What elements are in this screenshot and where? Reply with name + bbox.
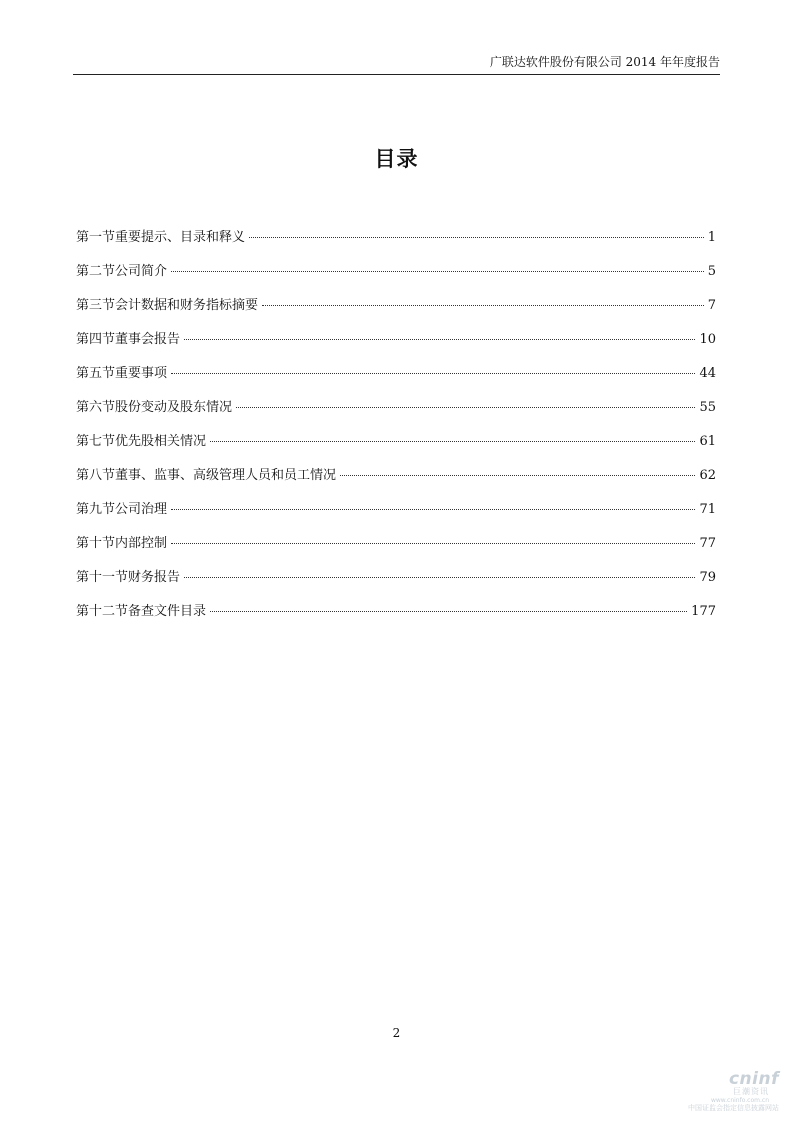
- toc-item-label: 第十节内部控制: [76, 536, 168, 551]
- table-of-contents: [76, 228, 716, 636]
- toc-item[interactable]: [76, 364, 716, 398]
- toc-item[interactable]: [76, 602, 716, 636]
- toc-leader-dots: [262, 304, 704, 306]
- toc-item-page: 55: [699, 400, 716, 415]
- toc-item-label: 第二节公司简介: [76, 264, 168, 279]
- toc-item[interactable]: [76, 432, 716, 466]
- toc-leader-dots: [171, 508, 695, 510]
- toc-item-label: 第十二节备查文件目录: [76, 604, 207, 619]
- toc-leader-dots: [249, 236, 704, 238]
- toc-item-page: 79: [699, 570, 716, 585]
- toc-item[interactable]: [76, 568, 716, 602]
- cninfo-watermark-logo: [679, 1070, 779, 1116]
- toc-item-label: 第十一节财务报告: [76, 570, 181, 585]
- toc-item-label: 第七节优先股相关情况: [76, 434, 207, 449]
- toc-leader-dots: [184, 338, 695, 340]
- header-text: 广联达软件股份有限公司 2014 年年度报告: [489, 55, 720, 69]
- toc-item-label: 第九节公司治理: [76, 502, 168, 517]
- toc-item-label: 第一节重要提示、目录和释义: [76, 230, 246, 245]
- toc-leader-dots: [236, 406, 695, 408]
- toc-item-page: 10: [699, 332, 716, 347]
- toc-item[interactable]: [76, 330, 716, 364]
- toc-item[interactable]: [76, 262, 716, 296]
- toc-leader-dots: [171, 270, 704, 272]
- toc-item-page: 1: [707, 230, 716, 245]
- watermark-tagline: 中国证监会指定信息披露网站: [688, 1104, 779, 1112]
- toc-item[interactable]: [76, 398, 716, 432]
- toc-item-page: 71: [699, 502, 716, 517]
- toc-item-page: 77: [699, 536, 716, 551]
- toc-leader-dots: [210, 610, 687, 612]
- toc-item-page: 62: [699, 468, 716, 483]
- watermark-url: www.cninfo.com.cn: [710, 1097, 769, 1104]
- toc-item-label: 第四节董事会报告: [76, 332, 181, 347]
- toc-item-label: 第六节股份变动及股东情况: [76, 400, 233, 415]
- toc-item[interactable]: [76, 534, 716, 568]
- toc-leader-dots: [210, 440, 695, 442]
- toc-item[interactable]: [76, 296, 716, 330]
- watermark-subtitle: 巨潮资讯: [733, 1087, 769, 1096]
- toc-leader-dots: [184, 576, 695, 578]
- toc-item[interactable]: [76, 466, 716, 500]
- page-title: 目录: [374, 147, 419, 171]
- toc-item[interactable]: [76, 228, 716, 262]
- toc-item-page: 61: [699, 434, 716, 449]
- toc-item-page: 177: [691, 604, 716, 619]
- toc-item-page: 7: [707, 298, 716, 313]
- toc-item-label: 第八节董事、监事、高级管理人员和员工情况: [76, 468, 337, 483]
- toc-item-label: 第五节重要事项: [76, 366, 168, 381]
- watermark-logo-text: cninf: [728, 1069, 779, 1089]
- page-number: 2: [392, 1026, 401, 1040]
- toc-item-page: 44: [699, 366, 716, 381]
- toc-item-label: 第三节会计数据和财务指标摘要: [76, 298, 259, 313]
- toc-item[interactable]: [76, 500, 716, 534]
- toc-leader-dots: [171, 542, 695, 544]
- toc-leader-dots: [171, 372, 695, 374]
- page-header: [73, 54, 720, 75]
- toc-leader-dots: [340, 474, 695, 476]
- toc-item-page: 5: [707, 264, 716, 279]
